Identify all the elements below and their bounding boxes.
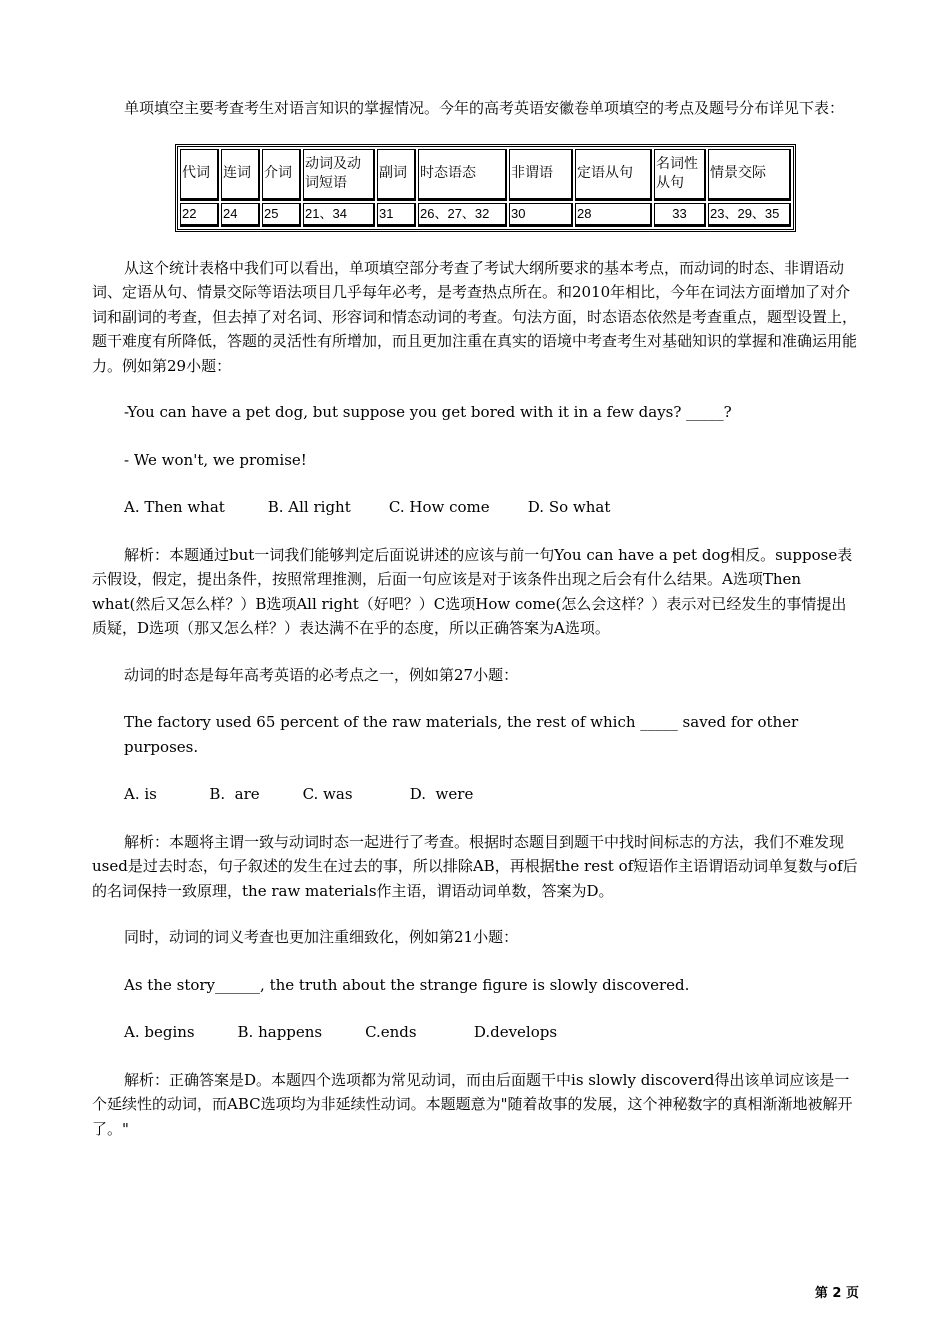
table-header-cell: 非谓语 — [509, 149, 573, 201]
option-c: C. How come — [388, 498, 490, 516]
q27-explanation: 解析：本题将主谓一致与动词时态一起进行了考查。根据时态题目到题干中找时间标志的方法，我们不难发现used是过去时态，句子叙述的发生在过去的事，所以排除AB，再根据the rest of短语作主语谓语动词单复数与of后的名词保持一致原理，the raw materials作主语，谓语动词单数，答案为D。 — [92, 832, 858, 900]
table-cell: 30 — [509, 203, 573, 227]
table-cell: 24 — [221, 203, 260, 227]
option-d: D. were — [409, 785, 474, 803]
table-cell: 33 — [654, 203, 706, 227]
table-cell: 31 — [377, 203, 416, 227]
table-cell: 25 — [262, 203, 301, 227]
table-cell: 23、29、35 — [708, 203, 791, 227]
table-value-row — [180, 203, 791, 227]
table-header-row — [180, 149, 791, 201]
option-a: A. begins — [124, 1023, 195, 1041]
table-header-cell: 介词 — [262, 149, 301, 201]
option-c: C. was — [302, 785, 353, 803]
q29-line2: - We won't, we promise! — [124, 450, 307, 469]
table-header-cell: 定语从句 — [575, 149, 652, 201]
q29-explanation: 解析：本题通过but一词我们能够判定后面说讲述的应该与前一句You can have a pet dog相反。suppose表示假设，假定，提出条件，按照常理推测，后面一句应该是对于该条件出现之后会有什么结果。A选项Then what(然后又怎么样？）B选项All right（好吧？）C选项How come(怎么会这样？）表示对已经发生的事情提出质疑，D选项（那又怎么样？）表达满不在乎的态度，所以正确答案为A选项。 — [92, 545, 853, 637]
option-a: A. Then what — [124, 498, 225, 516]
meaning-intro: 同时，动词的词义考查也更加注重细致化，例如第21小题： — [124, 928, 519, 946]
table-header-cell: 动词及动词短语 — [303, 149, 375, 201]
table-cell: 22 — [180, 203, 219, 227]
option-c: C.ends — [365, 1023, 417, 1041]
table-header-cell: 代词 — [180, 149, 219, 201]
option-d: D.develops — [473, 1023, 558, 1041]
table-cell: 26、27、32 — [418, 203, 507, 227]
option-b: B. happens — [237, 1023, 323, 1041]
page-number: 第 2 页 — [814, 1286, 859, 1301]
option-a: A. is — [124, 785, 157, 803]
table-cell: 21、34 — [303, 203, 375, 227]
option-b: B. All right — [267, 498, 351, 516]
intro-paragraph: 单项填空主要考查考生对语言知识的掌握情况。今年的高考英语安徽卷单项填空的考点及题号分布详见下表： — [124, 99, 845, 117]
analysis-paragraph: 从这个统计表格中我们可以看出，单项填空部分考查了考试大纲所要求的基本考点，而动词的时态、非谓语动词、定语从句、情景交际等语法项目几乎每年必考，是考查热点所在。和2010年相比，今年在词法方面增加了对介词和副词的考查，但去掉了对名词、形容词和情态动词的考查。句法方面，时态语态依然是考查重点，题型设置上，题干难度有所降低，答题的灵活性有所增加，而且更加注重在真实的语境中考查考生对基础知识的掌握和准确运用能力。例如第29小题： — [92, 258, 858, 375]
table-header-cell: 情景交际 — [708, 149, 791, 201]
option-b: B. are — [209, 785, 260, 803]
table-header-cell: 名词性从句 — [654, 149, 706, 201]
q27-options — [92, 782, 860, 807]
table-header-cell: 连词 — [221, 149, 260, 201]
stats-table — [175, 144, 796, 232]
table-cell: 28 — [575, 203, 652, 227]
q27-line1: The factory used 65 percent of the raw materials, the rest of which _____ saved for other purposes. — [124, 713, 799, 756]
table-header-cell: 时态语态 — [418, 149, 507, 201]
tense-intro: 动词的时态是每年高考英语的必考点之一，例如第27小题： — [124, 665, 519, 684]
option-d: D. So what — [527, 498, 611, 516]
q29-options — [92, 495, 860, 520]
q21-explanation: 解析：正确答案是D。本题四个选项都为常见动词，而由后面题干中is slowly discoverd得出该单词应该是一个延续性的动词，而ABC选项均为非延续性动词。本题题意为"随着故事的发展，这个神秘数字的真相渐渐地被解开了。" — [92, 1070, 853, 1138]
q21-line1: As the story______, the truth about the strange figure is slowly discovered. — [124, 975, 690, 994]
q21-options — [92, 1020, 860, 1045]
document-page — [92, 96, 860, 1141]
q29-line1: -You can have a pet dog, but suppose you get bored with it in a few days? _____? — [124, 403, 732, 421]
table-header-cell: 副词 — [377, 149, 416, 201]
